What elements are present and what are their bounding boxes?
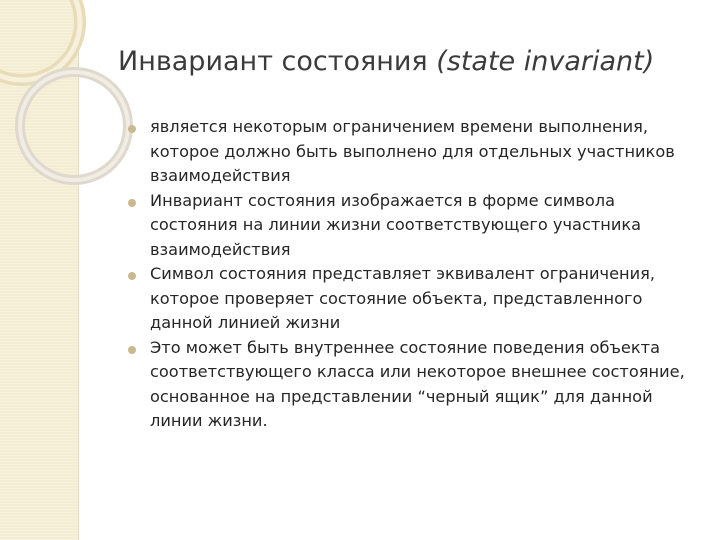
- bullet-text: Инвариант состояния изображается в форме символа состояния на линии жизни соответствующего участника взаимодействия: [150, 190, 642, 259]
- title-paren: (state invariant): [436, 46, 655, 77]
- bullet-list: [128, 115, 703, 434]
- bullet-text: является некоторым ограничением времени выполнения, которое должно быть выполнено для отдельных участников взаимодействия: [150, 117, 675, 185]
- bullet-text: Это может быть внутреннее состояние поведения объекта соответствующего класса или некоторое внешнее состояние, основанное на представлении “черный ящик” для данной линии жизни.: [150, 337, 685, 430]
- bullet-dot-icon: [128, 346, 136, 354]
- middle-ring-inner-icon: [20, 72, 128, 180]
- page-title: [118, 46, 678, 77]
- bullet-dot-icon: [128, 125, 136, 133]
- bullet-text: Символ состояния представляет эквивалент ограничения, которое проверяет состояние объекта, представленного данной линией жизни: [150, 264, 656, 332]
- bullet-dot-icon: [128, 199, 136, 207]
- bullet-dot-icon: [128, 272, 136, 280]
- bullet-item: [128, 336, 703, 434]
- bullet-item: [128, 115, 703, 189]
- bullet-item: [128, 262, 703, 336]
- bullet-item: [128, 189, 703, 263]
- title-main: Инвариант состояния: [118, 46, 437, 77]
- title-wrap: [118, 46, 678, 77]
